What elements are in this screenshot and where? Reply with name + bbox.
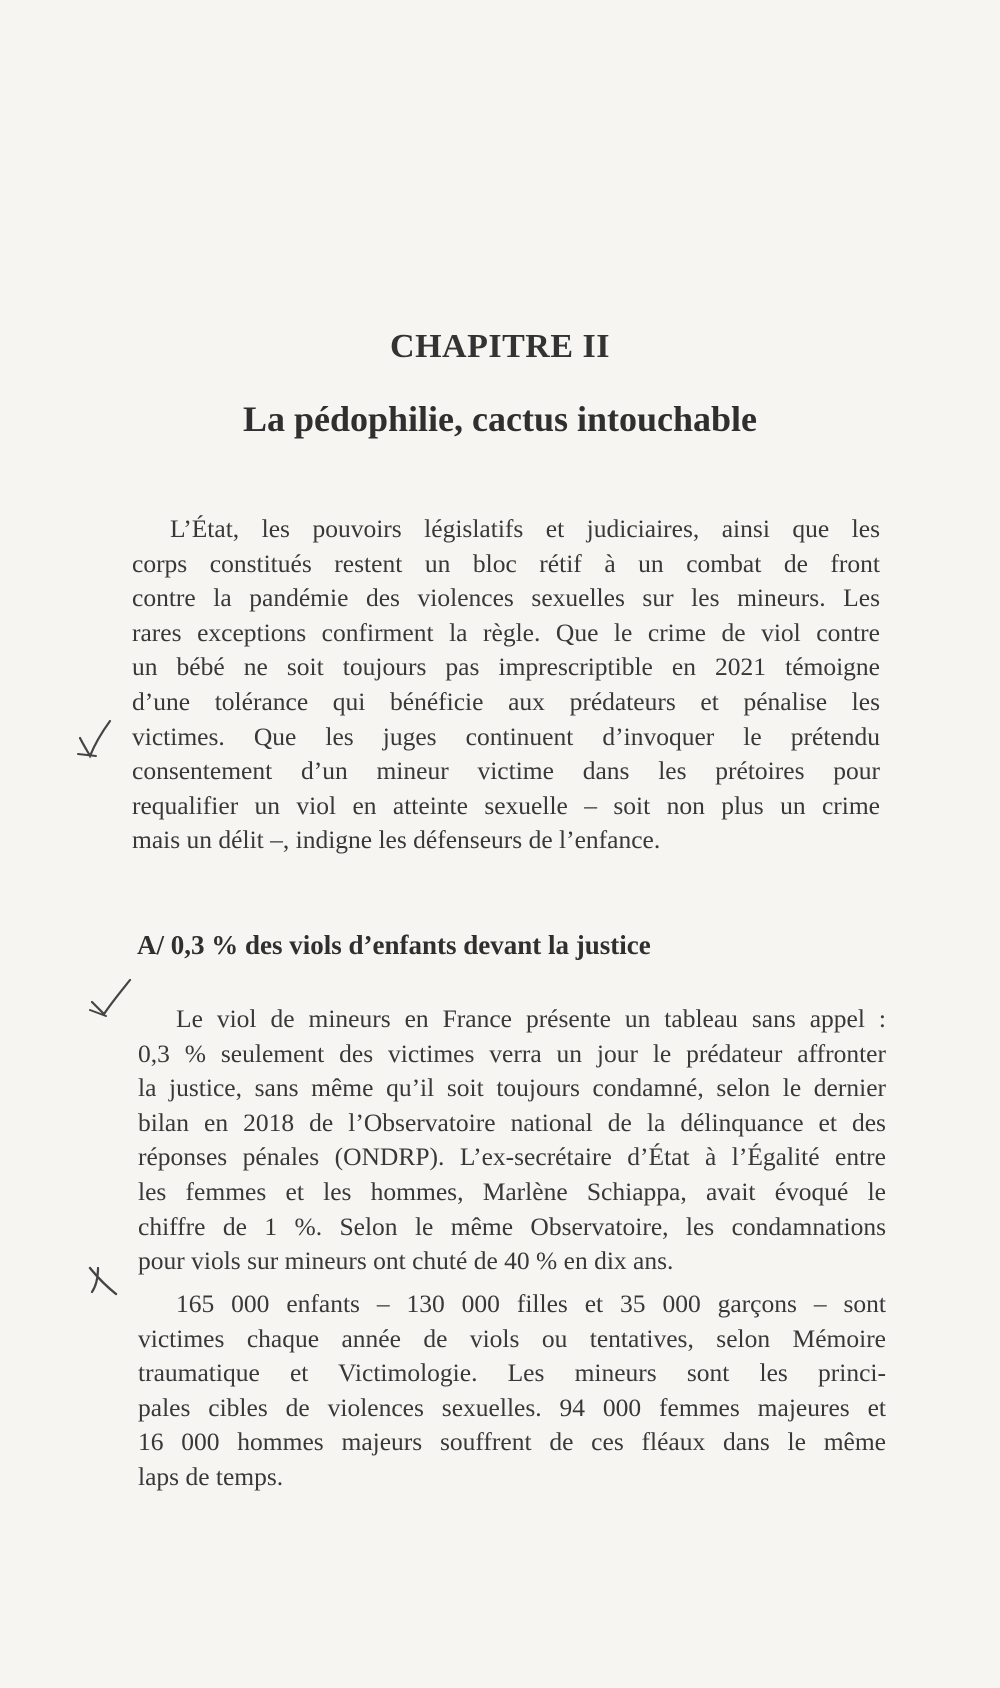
text-line: victimes. Que les juges continuent d’invoquer le prétendu	[132, 721, 880, 751]
text-line: la justice, sans même qu’il soit toujours condamné, selon le dernier	[138, 1073, 886, 1103]
text-line: 16 000 hommes majeurs souffrent de ces fléaux dans le même	[138, 1427, 886, 1457]
text-line: corps constitués restent un bloc rétif à un combat de front	[132, 548, 880, 578]
text-line: pour viols sur mineurs ont chuté de 40 % en dix ans.	[138, 1246, 674, 1276]
text-line: rares exceptions confirment la règle. Que le crime de viol contre	[132, 617, 880, 647]
checkmark-icon	[86, 978, 134, 1022]
text-line: mais un délit –, indigne les défenseurs de l’enfance.	[132, 825, 661, 855]
text-line: d’une tolérance qui bénéficie aux prédateurs et pénalise les	[132, 686, 880, 716]
body-paragraph	[138, 1002, 886, 1279]
text-line: laps de temps.	[138, 1461, 284, 1491]
section-heading: A/ 0,3 % des viols d’enfants devant la justice	[137, 930, 651, 960]
chapter-label: CHAPITRE II	[390, 328, 610, 365]
text-line: bilan en 2018 de l’Observatoire national de la délinquance et des	[138, 1107, 886, 1137]
text-line: pales cibles de violences sexuelles. 94 000 femmes majeures et	[138, 1392, 886, 1422]
body-paragraph	[138, 1287, 886, 1495]
text-line: les femmes et les hommes, Marlène Schiappa, avait évoqué le	[138, 1176, 886, 1206]
text-line: contre la pandémie des violences sexuelles sur les mineurs. Les	[132, 583, 880, 613]
checkmark-icon	[84, 1262, 124, 1300]
text-line: consentement d’un mineur victime dans les prétoires pour	[132, 756, 880, 786]
text-line: traumatique et Victimologie. Les mineurs sont les princi-	[138, 1358, 886, 1388]
text-line: Le viol de mineurs en France présente un tableau sans appel :	[176, 1004, 886, 1033]
text-line: réponses pénales (ONDRP). L’ex-secrétaire d’État à l’Égalité entre	[138, 1142, 886, 1172]
text-line: un bébé ne soit toujours pas imprescriptible en 2021 témoigne	[132, 652, 880, 682]
intro-paragraph	[132, 512, 880, 858]
text-line: 165 000 enfants – 130 000 filles et 35 000 garçons – sont	[176, 1289, 886, 1318]
text-line: victimes chaque année de viols ou tentatives, selon Mémoire	[138, 1323, 886, 1353]
checkmark-icon	[74, 718, 114, 760]
text-line: 0,3 % seulement des victimes verra un jour le prédateur affronter	[138, 1038, 886, 1068]
text-line: L’État, les pouvoirs législatifs et judiciaires, ainsi que les	[170, 514, 880, 543]
chapter-title: La pédophilie, cactus intouchable	[242, 399, 758, 439]
text-line: requalifier un viol en atteinte sexuelle – soit non plus un crime	[132, 790, 880, 820]
text-line: chiffre de 1 %. Selon le même Observatoire, les condamnations	[138, 1211, 886, 1241]
